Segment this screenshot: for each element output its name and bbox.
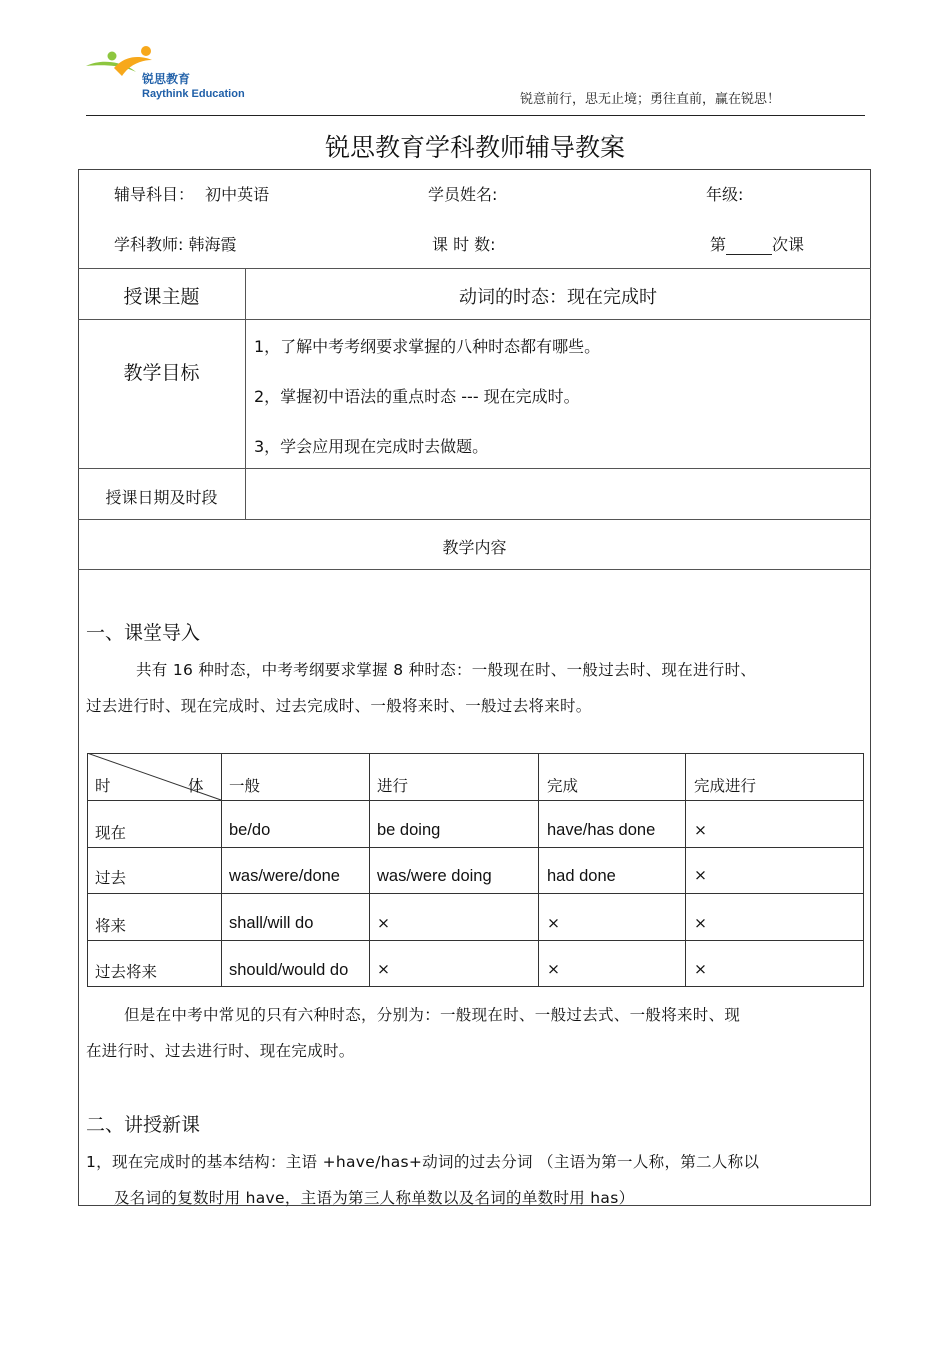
header-divider <box>86 115 865 116</box>
grade-label: 年级: <box>706 185 744 204</box>
lesson-number-field <box>710 232 804 255</box>
logo <box>84 44 284 108</box>
section2-heading: 二、讲授新课 <box>86 1114 201 1136</box>
table-col-line <box>538 753 539 987</box>
table-cell: × <box>694 914 707 932</box>
teacher-field <box>114 232 237 255</box>
slogan: 锐意前行，思无止境；勇往直前，赢在锐思！ <box>520 92 781 107</box>
row-label: 过去 <box>95 869 127 887</box>
row-divider <box>78 468 871 469</box>
table-cell: have/has done <box>547 821 656 839</box>
goals-label: 教学目标 <box>123 362 200 384</box>
lesson-prefix: 第 <box>710 235 727 254</box>
table-row-line <box>87 847 864 848</box>
table-cell: × <box>694 821 707 839</box>
teacher-label: 学科教师: <box>114 235 184 254</box>
table-cell: × <box>547 914 560 932</box>
student-name-label: 学员姓名: <box>428 185 498 204</box>
after-table-line: 在进行时、过去进行时、现在完成时。 <box>86 1042 355 1060</box>
content-label: 教学内容 <box>442 538 507 557</box>
page-title: 锐思教育学科教师辅导教案 <box>324 133 625 162</box>
section2-line: 及名词的复数时用 have，主语为第三人称单数以及名词的单数时用 has） <box>114 1189 635 1207</box>
goal-item: 2，掌握初中语法的重点时态 --- 现在完成时。 <box>254 387 580 406</box>
class-hours-label: 课 时 数: <box>432 235 496 254</box>
table-cell: be doing <box>377 821 441 839</box>
logo-cn-text: 锐思教育 <box>142 72 191 86</box>
table-cell: was/were/done <box>229 867 340 885</box>
table-cell: be/do <box>229 821 271 839</box>
after-table-line: 但是在中考中常见的只有六种时态，分别为：一般现在时、一般过去式、一般将来时、现 <box>124 1006 741 1024</box>
table-cell: × <box>377 960 390 978</box>
topic-label: 授课主题 <box>123 286 200 308</box>
table-cell: shall/will do <box>229 914 314 932</box>
section2-line: 1，现在完成时的基本结构：主语 +have/has+动词的过去分词 （主语为第一人称，第二人称以 <box>86 1153 760 1171</box>
lesson-number-blank <box>726 238 772 255</box>
table-cell: × <box>694 866 707 884</box>
goal-item: 3，学会应用现在完成时去做题。 <box>254 437 489 456</box>
section1-paragraph-line: 共有 16 种时态，中考考纲要求掌握 8 种时态：一般现在时、一般过去时、现在进行时、 <box>136 661 757 679</box>
logo-en-text: Raythink Education <box>142 88 245 100</box>
table-cell: × <box>547 960 560 978</box>
date-label: 授课日期及时段 <box>105 488 218 507</box>
row-label: 现在 <box>95 824 127 842</box>
teacher-value: 韩海霞 <box>188 235 237 254</box>
table-cell: was/were doing <box>377 867 492 885</box>
row-divider <box>78 519 871 520</box>
topic-value: 动词的时态：现在完成时 <box>459 287 657 308</box>
section1-heading: 一、课堂导入 <box>86 622 201 644</box>
table-cell: should/would do <box>229 961 349 979</box>
table-cell: × <box>694 960 707 978</box>
column-header: 一般 <box>229 777 261 795</box>
subject-field <box>114 182 269 205</box>
table-row-line <box>87 893 864 894</box>
column-header: 完成进行 <box>694 777 757 795</box>
column-header: 完成 <box>547 777 579 795</box>
table-col-line <box>369 753 370 987</box>
row-label: 过去将来 <box>95 963 158 981</box>
table-cell: × <box>377 914 390 932</box>
table-row-line <box>87 940 864 941</box>
column-header: 进行 <box>377 777 409 795</box>
corner-label-tense: 时 <box>95 777 111 795</box>
row-label: 将来 <box>95 917 127 935</box>
lesson-suffix: 次课 <box>772 235 805 254</box>
corner-label-aspect: 体 <box>188 777 204 795</box>
table-col-line <box>685 753 686 987</box>
table-cell: had done <box>547 867 616 885</box>
subject-label: 辅导科目： <box>114 185 195 204</box>
row-divider <box>78 268 871 269</box>
section1-paragraph-line: 过去进行时、现在完成时、过去完成时、一般将来时、一般过去将来时。 <box>86 697 592 715</box>
row-divider <box>78 319 871 320</box>
goal-item: 1，了解中考考纲要求掌握的八种时态都有哪些。 <box>254 337 601 356</box>
row-divider <box>78 569 871 570</box>
subject-value: 初中英语 <box>205 185 270 204</box>
